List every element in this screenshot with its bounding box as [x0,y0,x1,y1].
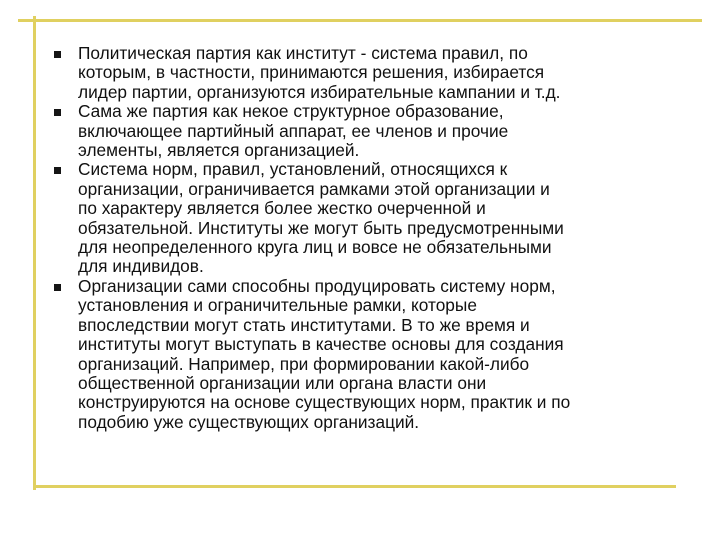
bullet-line: впоследствии могут стать институтами. В то же время и [78,314,530,335]
square-bullet-icon [54,167,61,174]
square-bullet-icon [54,109,61,116]
left-decorative-line [33,16,36,490]
bullet-item [52,102,682,160]
bullet-line: для индивидов. [78,256,204,277]
bullet-line: которым, в частности, принимаются решения, избирается [78,62,545,83]
bullet-item [52,277,682,432]
bullet-item [52,160,682,276]
bullet-line: институты могут выступать в качестве основы для создания [78,334,564,355]
bullet-line: общественной организации или органа власти они [78,372,487,393]
bullet-line: конструируются на основе существующих норм, практик и по [78,392,571,413]
bullet-line: включающее партийный аппарат, ее членов и прочие [78,120,509,141]
bullet-line: для неопределенного круга лиц и вовсе не обязательными [78,237,552,258]
square-bullet-icon [54,51,61,58]
bullet-line: элементы, является организацией. [78,140,360,161]
bullet-line: по характеру является более жестко очерченной и [78,198,486,219]
bullet-list [52,44,682,432]
bullet-line: Система норм, правил, установлений, относящихся к [78,159,508,180]
bullet-line: подобию уже существующих организаций. [78,411,420,432]
square-bullet-icon [54,284,61,291]
bullet-line: Организации сами способны продуцировать систему норм, [78,275,556,296]
top-decorative-line [18,19,702,22]
bullet-line: организаций. Например, при формировании какой-либо [78,353,530,374]
bullet-line: Политическая партия как институт - система правил, по [78,43,528,63]
bullet-line: Сама же партия как некое структурное образование, [78,101,504,122]
bullet-line: обязательной. Институты же могут быть предусмотренными [78,217,564,238]
bullet-item [52,44,682,102]
slide-body [52,44,682,432]
bullet-line: установления и ограничительные рамки, которые [78,295,477,316]
bottom-decorative-line [36,485,676,488]
bullet-line: лидер партии, организуются избирательные кампании и т.д. [78,81,561,102]
bullet-line: организации, ограничивается рамками этой организации и [78,178,550,199]
